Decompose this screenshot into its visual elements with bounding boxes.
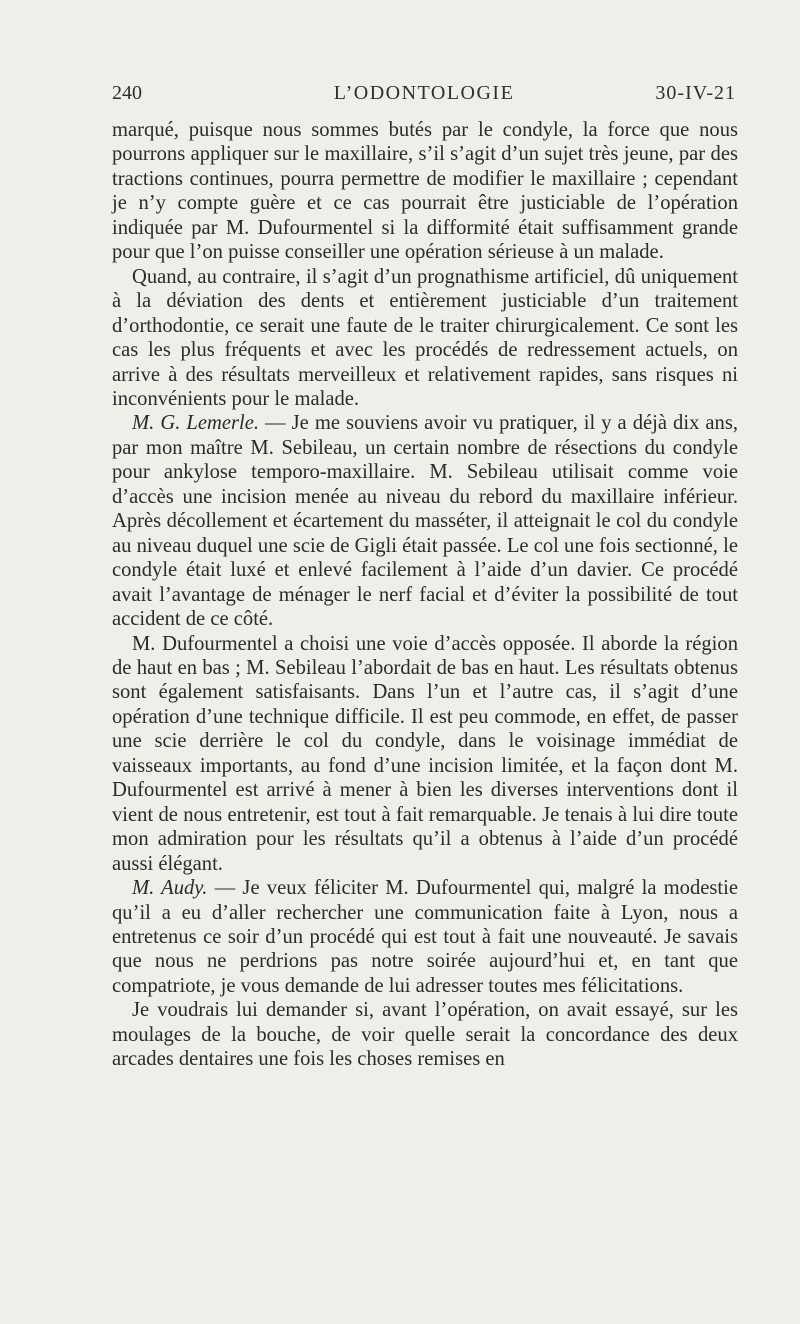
paragraph: M. Dufourmentel a choisi une voie d’accès opposée. Il aborde la région de haut en bas ; M. Sebileau l’abordait de bas en haut. Les résultats obtenus sont également satisfaisants. Dans l’un et l’autre cas, il s’agit d’une opération d’une technique difficile. Il est peu commode, en effet, de passer une scie derrière le col du condyle, dans le voisinage immédiat de vaisseaux importants, au fond d’une incision limitée, et la façon dont M. Dufourmentel est arrivé à mener à bien les diverses interventions dont il vient de nous entretenir, est tout à fait remarquable. Je tenais à lui dire toute mon admiration pour les résultats qu’il a obtenus à l’aide d’un procédé aussi élégant. [112, 632, 738, 875]
journal-title: L’ODONTOLOGIE [333, 82, 515, 104]
speaker-name: M. G. Lemerle. [132, 412, 260, 435]
issue-date: 30-IV-21 [655, 82, 736, 104]
paragraph: marqué, puisque nous sommes butés par le condyle, la force que nous pourrons appliquer sur le maxillaire, s’il s’agit d’un sujet très jeune, par des tractions continues, pourra permettre de modifier le maxillaire ; cependant je n’y compte guère et ce cas pourrait être justiciable de l’opération indiquée par M. Dufourmentel si la difformité était suffisamment grande pour que l’on puisse conseiller une opération sérieuse à un malade. [112, 119, 738, 264]
paragraph: M. G. Lemerle. — Je me souviens avoir vu pratiquer, il y a déjà dix ans, par mon maître M. Sebileau, un certain nombre de résections du condyle pour ankylose temporo-maxillaire. M. Sebileau utilisait comme voie d’accès une incision menée au niveau du rebord du maxillaire inférieur. Après décollement et écartement du masséter, il atteignait le col du condyle au niveau duquel une scie de Gigli était passée. Le col une fois sectionné, le condyle était luxé et enlevé facilement à l’aide d’un davier. Ce procédé avait l’avantage de ménager le nerf facial et d’éviter la possibilité de tout accident de ce côté. [112, 412, 738, 631]
paragraph: M. Audy. — Je veux féliciter M. Dufourmentel qui, malgré la modestie qu’il a eu d’aller rechercher une communication faite à Lyon, nous a entretenus ce soir d’un procédé qui est tout à fait une nouveauté. Je savais que nous ne perdrions pas notre soirée aujourd’hui et, en tant que compatriote, je vous demande de lui adresser toutes mes félicitations. [112, 877, 738, 997]
page-header [112, 82, 736, 112]
page-number: 240 [112, 82, 142, 104]
paragraph: Je voudrais lui demander si, avant l’opération, on avait essayé, sur les moulages de la bouche, de voir quelle serait la concordance des deux arcades dentaires une fois les choses remises en [112, 999, 738, 1071]
speaker-name: M. Audy. [132, 877, 208, 900]
body-text [112, 118, 738, 1072]
paragraph: Quand, au contraire, il s’agit d’un prognathisme artificiel, dû uniquement à la déviation des dents et entièrement justiciable d’un traitement d’orthodontie, ce serait une faute de le traiter chirurgicalement. Ce sont les cas les plus fréquents et avec les procédés de redressement actuels, on arrive à des résultats merveilleux et relativement rapides, sans risques ni inconvénients pour le malade. [112, 265, 738, 410]
